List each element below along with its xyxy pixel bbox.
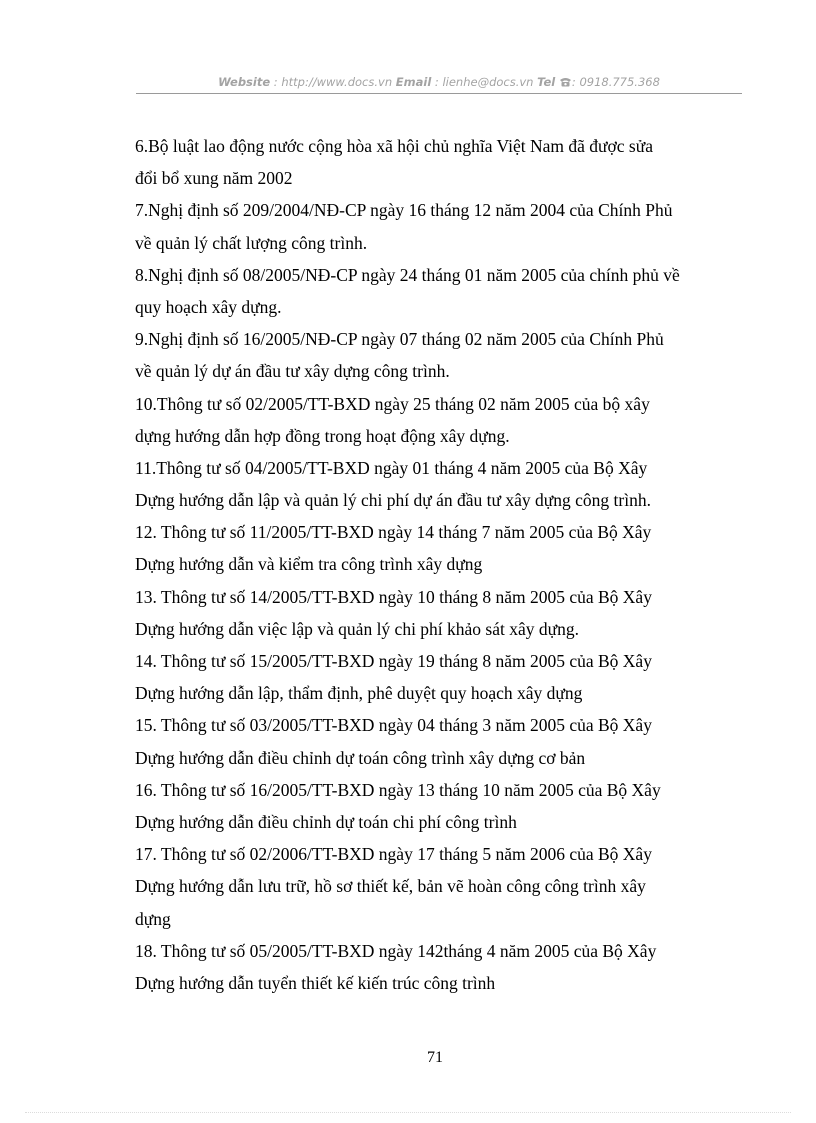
text-line: 8.Nghị định số 08/2005/NĐ-CP ngày 24 tháng 01 năm 2005 của chính phủ về (135, 264, 680, 285)
footer-rule (25, 1112, 791, 1113)
page-header: Website : http://www.docs.vn Email : lienhe@docs.vn Tel : 0918.775.368 (218, 75, 660, 89)
reference-list (135, 130, 745, 999)
text-line: Dựng hướng dẫn lập, thẩm định, phê duyệt quy hoạch xây dựng (135, 683, 583, 704)
text-line: 15. Thông tư số 03/2005/TT-BXD ngày 04 tháng 3 năm 2005 của Bộ Xây (135, 715, 652, 736)
text-line: Dựng hướng dẫn điều chỉnh dự toán công trình xây dựng cơ bản (135, 747, 586, 768)
tel-label: Tel (537, 75, 556, 89)
text-line: 9.Nghị định số 16/2005/NĐ-CP ngày 07 tháng 02 năm 2005 của Chính Phủ (135, 329, 664, 350)
text-line: 13. Thông tư số 14/2005/TT-BXD ngày 10 tháng 8 năm 2005 của Bộ Xây (135, 586, 652, 607)
text-line: dựng (135, 908, 171, 929)
text-line: quy hoạch xây dựng. (135, 296, 282, 317)
text-line: 18. Thông tư số 05/2005/TT-BXD ngày 142tháng 4 năm 2005 của Bộ Xây (135, 940, 657, 961)
text-line: 16. Thông tư số 16/2005/TT-BXD ngày 13 tháng 10 năm 2005 của Bộ Xây (135, 779, 661, 800)
text-line: Dựng hướng dẫn lưu trữ, hồ sơ thiết kế, bản vẽ hoàn công công trình xây (135, 876, 646, 897)
text-line: đổi bổ xung năm 2002 (135, 168, 293, 189)
text-line: Dựng hướng dẫn lập và quản lý chi phí dự án đầu tư xây dựng công trình. (135, 490, 651, 511)
website-label: Website (218, 75, 271, 89)
text-line: 10.Thông tư số 02/2005/TT-BXD ngày 25 tháng 02 năm 2005 của bộ xây (135, 393, 650, 414)
phone-icon (559, 75, 572, 84)
page-number: 71 (427, 1049, 443, 1066)
text-line: 12. Thông tư số 11/2005/TT-BXD ngày 14 tháng 7 năm 2005 của Bộ Xây (135, 522, 652, 543)
text-line: Dựng hướng dẫn và kiểm tra công trình xây dựng (135, 554, 483, 575)
tel-value: 0918.775.368 (579, 75, 660, 89)
text-line: về quản lý chất lượng công trình. (135, 232, 368, 253)
text-line: 14. Thông tư số 15/2005/TT-BXD ngày 19 tháng 8 năm 2005 của Bộ Xây (135, 651, 652, 671)
text-line: Dựng hướng dẫn điều chỉnh dự toán chi phí công trình (135, 811, 517, 832)
text-line: 17. Thông tư số 02/2006/TT-BXD ngày 17 tháng 5 năm 2006 của Bộ Xây (135, 844, 652, 865)
website-link[interactable]: http://www.docs.vn (281, 75, 393, 89)
text-line: 7.Nghị định số 209/2004/NĐ-CP ngày 16 tháng 12 năm 2004 của Chính Phủ (135, 200, 673, 221)
header-rule (136, 93, 742, 94)
email-label: Email (395, 75, 432, 89)
text-line: 6.Bộ luật lao động nước cộng hòa xã hội chủ nghĩa Việt Nam đã được sửa (135, 136, 653, 156)
text-line: 11.Thông tư số 04/2005/TT-BXD ngày 01 tháng 4 năm 2005 của Bộ Xây (135, 457, 648, 478)
text-line: dựng hướng dẫn hợp đồng trong hoạt động xây dựng. (135, 425, 510, 446)
text-line: Dựng hướng dẫn việc lập và quản lý chi phí khảo sát xây dựng. (135, 618, 580, 639)
email-link[interactable]: lienhe@docs.vn (442, 75, 534, 89)
text-line: Dựng hướng dẫn tuyển thiết kế kiến trúc công trình (135, 972, 496, 993)
text-line: về quản lý dự án đầu tư xây dựng công trình. (135, 361, 450, 382)
